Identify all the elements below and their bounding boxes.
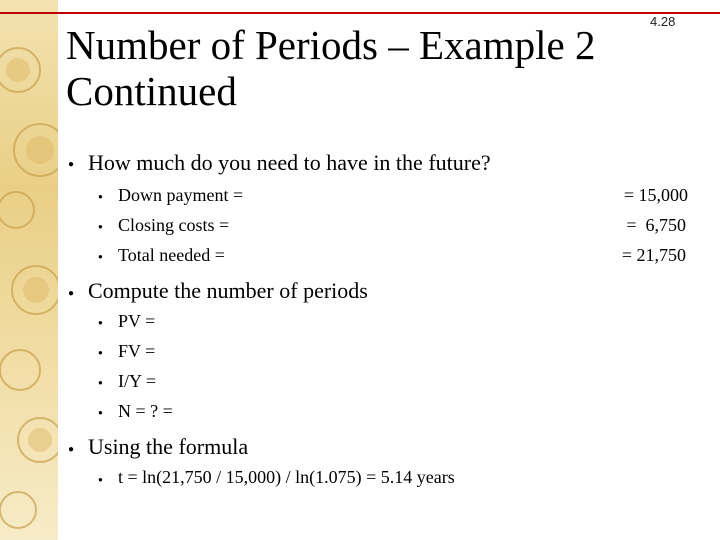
bullet-icon: ●	[98, 222, 103, 231]
total-needed-value: = 21,750	[621, 245, 686, 265]
bullet-icon: ●	[98, 408, 103, 417]
decorative-sidebar	[0, 0, 58, 540]
bullet-icon: ●	[68, 159, 75, 170]
closing-costs-value: = 6,750	[626, 215, 686, 235]
total-needed-label: Total needed =	[118, 245, 225, 265]
bullet-icon: ●	[98, 192, 103, 201]
bullet-icon: ●	[98, 475, 103, 484]
down-payment-value: = 15,000	[623, 185, 688, 205]
formula-text: t = ln(21,750 / 15,000) / ln(1.075) = 5.14 years	[118, 467, 455, 487]
bullet-future-amount: How much do you need to have in the future?	[88, 150, 491, 175]
bullet-icon: ●	[98, 252, 103, 261]
bullet-icon: ●	[68, 444, 75, 455]
slide-number: 4.28	[650, 14, 676, 29]
coin-pattern-graphic	[0, 0, 58, 540]
pv-label: PV =	[118, 311, 156, 331]
bullet-icon: ●	[68, 288, 75, 299]
bullet-icon: ●	[98, 378, 103, 387]
top-accent-line	[0, 12, 720, 14]
bullet-icon: ●	[98, 348, 103, 357]
slide-title: Number of Periods – Example 2 Continued	[66, 22, 596, 114]
down-payment-label: Down payment =	[118, 185, 244, 205]
closing-costs-label: Closing costs =	[118, 215, 230, 235]
bullet-compute-periods: Compute the number of periods	[88, 278, 368, 303]
bullet-icon: ●	[98, 318, 103, 327]
fv-label: FV =	[118, 341, 156, 361]
bullet-using-formula: Using the formula	[88, 434, 249, 459]
iy-label: I/Y =	[118, 371, 156, 391]
n-label: N = ? =	[118, 401, 173, 421]
